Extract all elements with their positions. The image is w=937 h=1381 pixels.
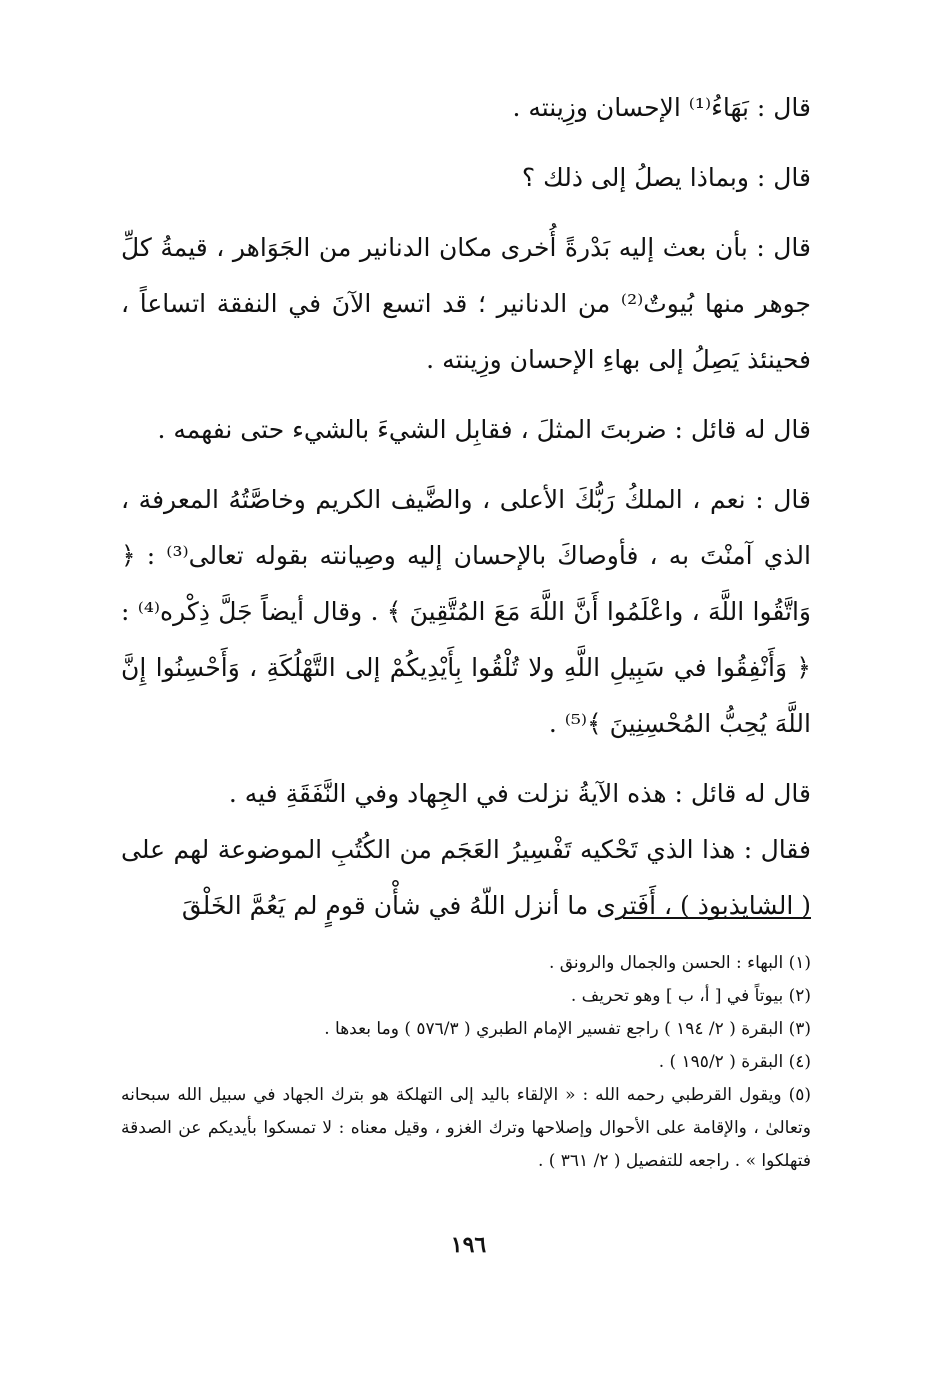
footnotes: [121, 947, 811, 1178]
paragraph-4: قال له قائل : ضربتَ المثلَ ، فقابِل الشيءَ بالشيء حتى نفهمه .: [157, 415, 811, 444]
footnote-divider: [623, 917, 811, 919]
paragraph-7: فقال : هذا الذي تَحْكيه تَفْسِيرُ العَجَم من الكُتُبِ الموضوعة لهم على ( الشايذبوذ ) ، أَفَترى ما أنزل اللّهُ في شأْن قومٍ لم يَعُمَّ الخَلْقَ: [121, 835, 811, 920]
footnote-1: (١) البهاء : الحسن والجمال والرونق .: [548, 953, 811, 973]
paragraph-5: قال : نعم ، الملكُ رَبُّكَ الأعلى ، والضَّيف الكريم وخاصَّتُهُ المعرفة ، الذي آمنْتَ به ، فأوصاكَ بالإحسان إليه وصِيانته بقوله تعالى⁽³⁾ : ﴿ وَاتَّقُوا اللَّهَ ، واعْلَمُوا أَنَّ اللَّهَ مَعَ المُتَّقِينَ ﴾ . وقال أيضاً جَلَّ ذِكْره⁽⁴⁾ : ﴿ وَأَنْفِقُوا في سَبِيلِ اللَّهِ ولا تُلْقُوا بِأَيْدِيكُمْ إلى التَّهْلُكَةِ ، وَأَحْسِنُوا إِنَّ اللَّهَ يُحِبُّ المُحْسِنِينَ ﴾⁽⁵⁾ .: [121, 485, 811, 738]
paragraph-6: قال له قائل : هذه الآيةُ نزلت في الجِهاد وفي النَّفَقَةِ فيه .: [228, 779, 811, 808]
footnote-4: (٤) البقرة ( ١٩٥/٢ ) .: [658, 1052, 811, 1072]
paragraph-1: قال : بَهَاءُ⁽¹⁾ الإحسان وزِينته .: [512, 93, 811, 122]
footnote-5: (٥) ويقول القرطبي رحمه الله : « الإلقاء باليد إلى التهلكة هو بترك الجهاد في سبيل الله سبحانه وتعالىٰ ، والإقامة على الأحوال وإصلاحها وترك الغزو ، وقيل معناه : لا تمسكوا بأيديكم عن الصدقة فتهلكوا » . راجعه للتفصيل ( ٢/ ٣٦١ ) .: [121, 1085, 811, 1171]
footnote-2: (٢) بيوتاً في [ أ، ب ] وهو تحريف .: [570, 986, 811, 1006]
paragraph-2: قال : وبماذا يصلُ إلى ذلك ؟: [521, 163, 811, 192]
paragraph-3: قال : بأن بعث إليه بَدْرةً أُخرى مكان الدنانير من الجَوَاهر ، قيمةُ كلِّ جوهر منها بُيوتٌ⁽²⁾ من الدنانير ؛ قد اتسع الآنَ في النفقة اتساعاً ، فحينئذ يَصِلُ إلى بهاءِ الإحسان وزِينته .: [121, 233, 811, 374]
footnote-3: (٣) البقرة ( ٢/ ١٩٤ ) راجع تفسير الإمام الطبري ( ٥٧٦/٣ ) وما بعدها .: [324, 1019, 811, 1039]
page-number: ١٩٦: [450, 1232, 487, 1258]
main-text: [121, 80, 811, 934]
